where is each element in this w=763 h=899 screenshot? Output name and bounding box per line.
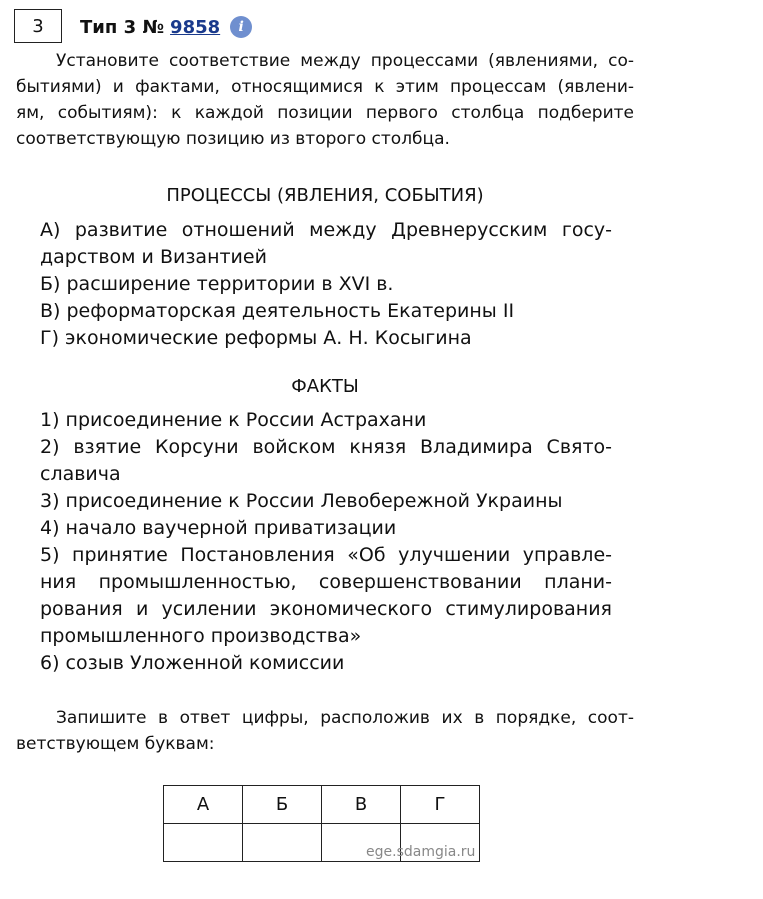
- info-icon[interactable]: i: [230, 16, 252, 38]
- answer-cell-a[interactable]: [164, 824, 243, 862]
- processes-heading: ПРОЦЕССЫ (ЯВЛЕНИЯ, СОБЫТИЯ): [166, 185, 484, 206]
- process-item-line: Б) расширение территории в XVI в.: [40, 273, 394, 295]
- watermark: ege.sdamgia.ru: [366, 844, 476, 860]
- task-title: [80, 16, 252, 38]
- process-item-line: В) реформаторская деятельность Екатерины II: [40, 300, 515, 322]
- fact-item-line: рования и усилении экономического стимулирования: [40, 598, 612, 620]
- task-id-link[interactable]: 9858: [170, 16, 221, 38]
- facts-list: [40, 407, 612, 677]
- answer-instruction-line: ветствующем буквам:: [16, 734, 215, 754]
- fact-item-line: 5) принятие Постановления «Об улучшении управле-: [40, 544, 612, 566]
- answer-header-g: Г: [401, 786, 480, 824]
- fact-item-line: 4) начало ваучерной приватизации: [40, 517, 397, 539]
- facts-heading: ФАКТЫ: [291, 376, 359, 397]
- task-instructions: [16, 48, 634, 152]
- fact-item-line: промышленного производства»: [40, 625, 362, 647]
- fact-item-line: 3) присоединение к России Левобережной Украины: [40, 490, 563, 512]
- task-type-label: Тип 3 №: [80, 16, 165, 38]
- fact-item-line: 1) присоединение к России Астрахани: [40, 409, 427, 431]
- answer-cell-b[interactable]: [243, 824, 322, 862]
- process-item-line: А) развитие отношений между Древнерусским госу-: [40, 219, 612, 241]
- fact-item-line: 6) созыв Уложенной комиссии: [40, 652, 345, 674]
- answer-instruction-line: Запишите в ответ цифры, расположив их в порядке, соот-: [56, 708, 634, 728]
- answer-header-v: В: [322, 786, 401, 824]
- instruction-line: соответствующую позицию из второго столбца.: [16, 129, 450, 149]
- fact-item-line: ния промышленностью, совершенствовании плани-: [40, 571, 612, 593]
- task-number-box: 3: [14, 9, 62, 43]
- fact-item-line: славича: [40, 463, 121, 485]
- processes-list: [40, 217, 612, 352]
- instruction-line: ям, событиям): к каждой позиции первого столбца подберите: [16, 103, 634, 123]
- instruction-line: бытиями) и фактами, относящимися к этим процессам (явлени-: [16, 77, 634, 97]
- answer-header-b: Б: [243, 786, 322, 824]
- fact-item-line: 2) взятие Корсуни войском князя Владимира Свято-: [40, 436, 612, 458]
- answer-instructions: [16, 705, 634, 757]
- answer-header-a: А: [164, 786, 243, 824]
- process-item-line: Г) экономические реформы А. Н. Косыгина: [40, 327, 472, 349]
- answer-table-header-row: [164, 786, 480, 824]
- instruction-line: Установите соответствие между процессами (явлениями, со-: [56, 51, 634, 71]
- process-item-line: дарством и Византией: [40, 246, 267, 268]
